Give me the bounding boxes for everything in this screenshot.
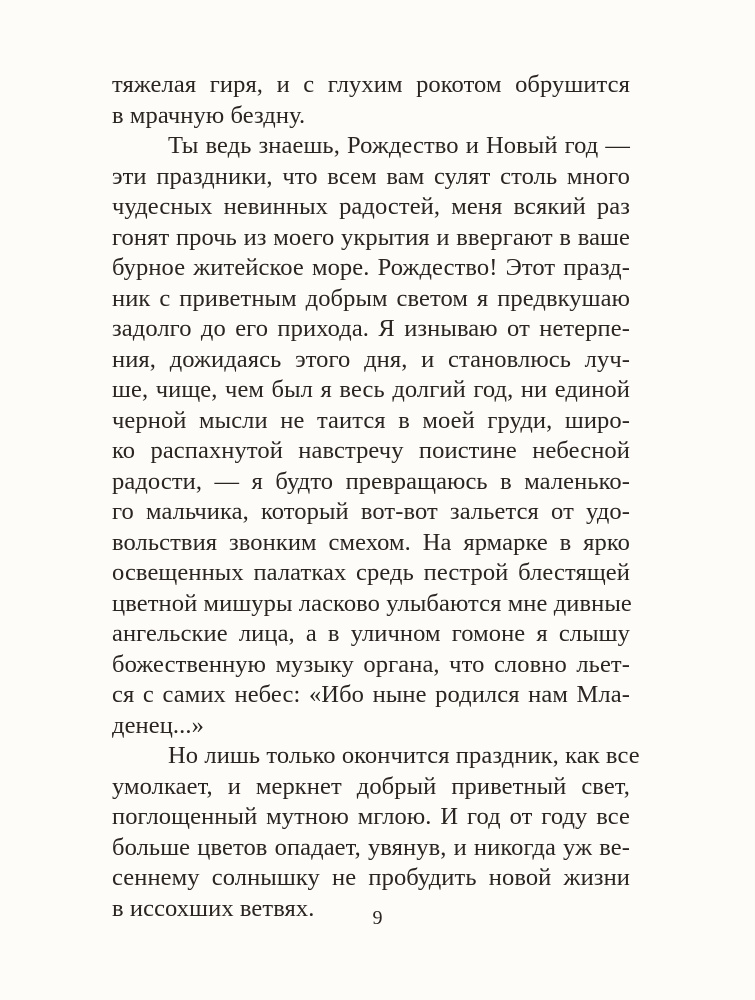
- text-line: в мрачную бездну.: [112, 101, 306, 129]
- text-line: ния, дожидаясь этого дня, и становлюсь луч-: [112, 345, 630, 373]
- text-line: поглощенный мутною мглою. И год от году все: [112, 803, 630, 830]
- text-line: Ты ведь знаешь, Рождество и Новый год —: [168, 132, 630, 159]
- text-line: эти праздники, что всем вам сулят столь много: [112, 162, 630, 190]
- text-line: больше цветов опадает, увянув, и никогда уж ве-: [112, 833, 630, 861]
- text-line: бурное житейское море. Рождество! Этот празд-: [112, 254, 630, 281]
- text-line: гонят прочь из моего укрытия и ввергают в ваше: [112, 223, 630, 251]
- text-line: освещенных палатках средь пестрой блестящей: [112, 559, 630, 586]
- text-line: радости, — я будто превращаюсь в маленько-: [112, 467, 630, 495]
- text-line: Но лишь только окончится праздник, как все: [168, 742, 640, 769]
- text-line: денец...»: [112, 711, 204, 739]
- text-line: ше, чище, чем был я весь долгий год, ни единой: [112, 376, 630, 403]
- text-line: умолкает, и меркнет добрый приветный свет,: [112, 772, 630, 800]
- text-line: го мальчика, который вот-вот зальется от удо-: [112, 498, 630, 525]
- text-line: ангельские лица, а в уличном гомоне я слышу: [112, 620, 630, 647]
- body-text: [112, 70, 640, 924]
- text-line: черной мысли не таится в моей груди, широ-: [112, 406, 630, 434]
- text-line: ся с самих небес: «Ибо ныне родился нам Мла-: [112, 681, 630, 708]
- text-line: задолго до его прихода. Я изнываю от нетерпе-: [112, 315, 630, 342]
- text-line: божественную музыку органа, что словно льет-: [112, 650, 630, 678]
- text-line: чудесных невинных радостей, меня всякий раз: [112, 193, 630, 220]
- text-line: ко распахнутой навстречу поистине небесной: [112, 437, 630, 464]
- text-line: тяжелая гиря, и с глухим рокотом обрушится: [112, 71, 630, 98]
- text-line: в иссохших ветвях.: [112, 894, 315, 922]
- text-line: вольствия звонким смехом. На ярмарке в ярко: [112, 528, 630, 556]
- text-line: ник с приветным добрым светом я предвкушаю: [112, 284, 630, 312]
- text-line: цветной мишуры ласково улыбаются мне дивные: [112, 589, 632, 617]
- page-number: 9: [372, 907, 383, 929]
- text-line: сеннему солнышку не пробудить новой жизни: [112, 864, 630, 891]
